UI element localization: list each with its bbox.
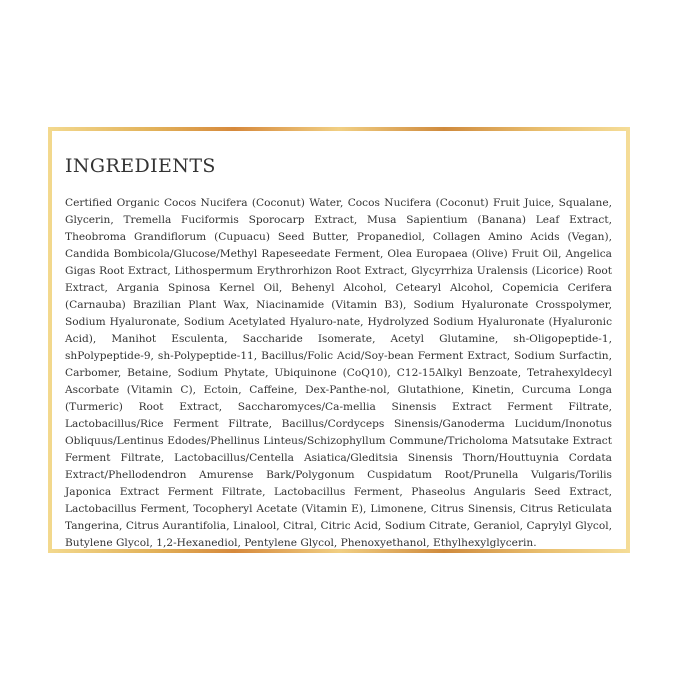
gold-border-frame [48,127,630,553]
ingredients-list-text: Certified Organic Cocos Nucifera (Coconut) Water, Cocos Nucifera (Coconut) Fruit Juice, Squalane, Glycerin, Tremella Fuciformis Sporocarp Extract, Musa Sapientium (Banana) Leaf Extract, Theobroma Grandiflorum (Cupuacu) Seed Butter, Propanediol, Collagen Amino Acids (Vegan), Candida Bombicola/Glucose/Methyl Rapeseedate Ferment, Olea Europaea (Olive) Fruit Oil, Angelica Gigas Root Extract, Lithospermum Erythrorhizon Root Extract, Glycyrrhiza Uralensis (Licorice) Root Extract, Argania Spinosa Kernel Oil, Behenyl Alcohol, Cetearyl Alcohol, Copemicia Cerifera (Carnauba) Brazilian Plant Wax, Niacinamide (Vitamin B3), Sodium Hyaluronate Crosspolymer, Sodium Hyaluronate, Sodium Acetylated Hyaluro-nate, Hydrolyzed Sodium Hyaluronate (Hyaluronic Acid), Manihot Esculenta, Saccharide Isomerate, Acetyl Glutamine, sh-Oligopeptide-1, shPolypeptide-9, sh-Polypeptide-11, Bacillus/Folic Acid/Soy-bean Ferment Extract, Sodium Surfactin, Carbomer, Betaine, Sodium Phytate, Ubiquinone (CoQ10), C12-15Alkyl Benzoate, Tetrahexyldecyl Ascorbate (Vitamin C), Ectoin, Caffeine, Dex-Panthe-nol, Glutathione, Kinetin, Curcuma Longa (Turmeric) Root Extract, Saccharomyces/Ca-mellia Sinensis Extract Ferment Filtrate, Lactobacillus/Rice Ferment Filtrate, Bacillus/Cordyceps Sinensis/Ganoderma Lucidum/Inonotus Obliquus/Lentinus Edodes/Phellinus Linteus/Schizophyllum Commune/Tricholoma Matsutake Extract Ferment Filtrate, Lactobacillus/Centella Asiatica/Gleditsia Sinensis Thorn/Houttuynia Cordata Extract/Phellodendron Amurense Bark/Polygonum Cuspidatum Root/Prunella Vulgaris/Torilis Japonica Extract Ferment Filtrate, Lactobacillus Ferment, Phaseolus Angularis Seed Extract, Lactobacillus Ferment, Tocopheryl Acetate (Vitamin E), Limonene, Citrus Sinensis, Citrus Reticulata Tangerina, Citrus Aurantifolia, Linalool, Citral, Citric Acid, Sodium Citrate, Geraniol, Caprylyl Glycol, Butylene Glycol, 1,2-Hexanediol, Pentylene Glycol, Phenoxyethanol, Ethylhexylglycerin. [65,197,612,549]
ingredients-panel [52,131,626,549]
ingredients-heading: INGREDIENTS [65,155,216,177]
